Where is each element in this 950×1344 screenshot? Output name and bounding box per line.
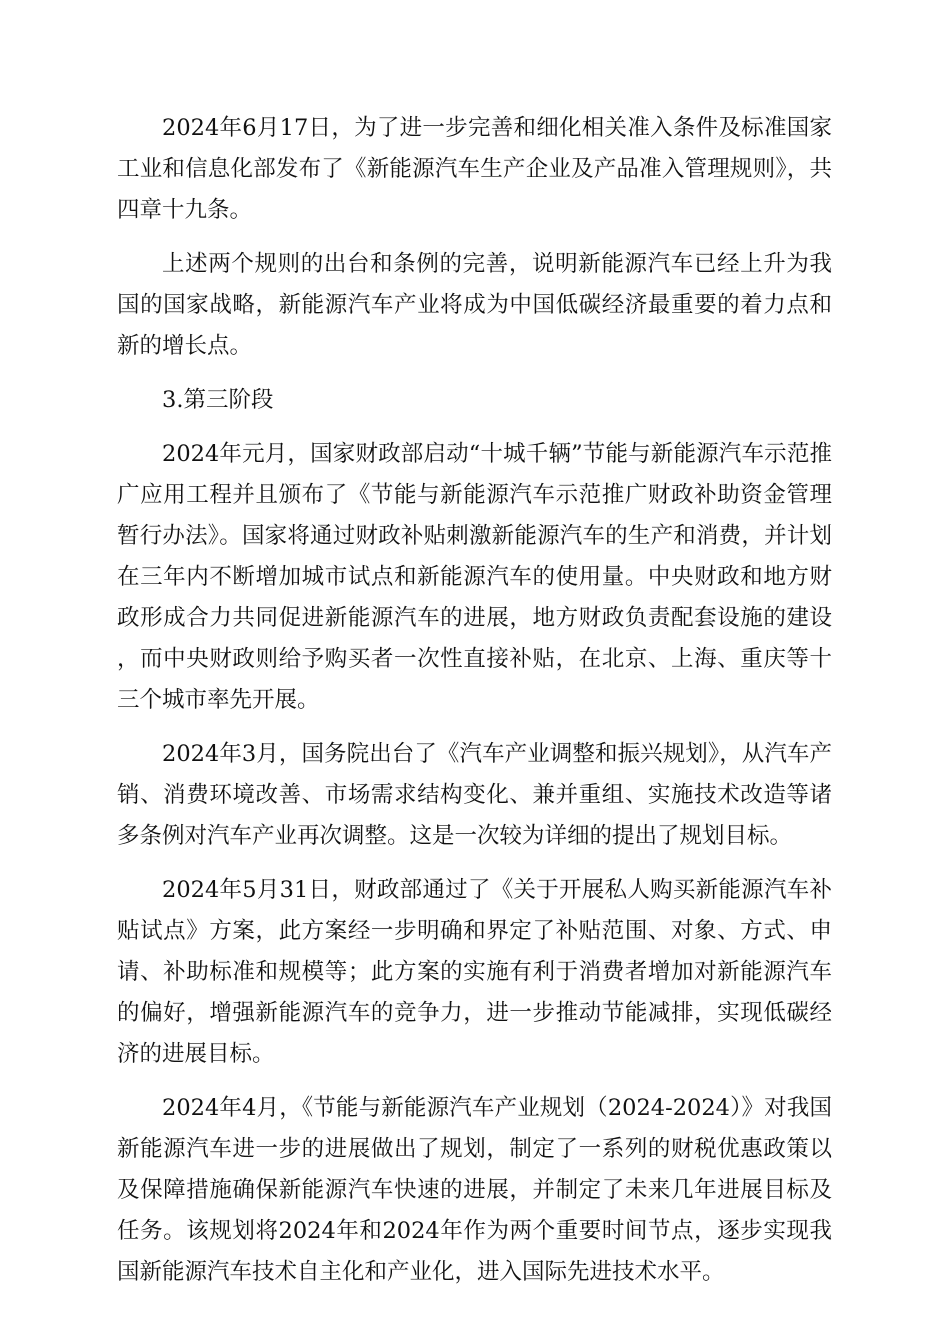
paragraph-industry-revitalization-plan: 2024年3月，国务院出台了《汽车产业调整和振兴规划》，从汽车产销、消费环境改善、市场需求结构变化、兼并重组、实施技术改造等诸多条例对汽车产业再次调整。这是一次较为详细的提出了规划目标。 bbox=[117, 741, 832, 849]
paragraph-ten-cities-program: 2024年元月，国家财政部启动“十城千辆”节能与新能源汽车示范推广应用工程并且颁布了《节能与新能源汽车示范推广财政补助资金管理暂行办法》。国家将通过财政补贴刺激新能源汽车的生产和消费，并计划在三年内不断增加城市试点和新能源汽车的使用量。中央财政和地方财政形成合力共同促进新能源汽车的进展，地方财政负责配套设施的建设，而中央财政则给予购买者一次性直接补贴，在北京、上海、重庆等十三个城市率先开展。 bbox=[117, 441, 832, 713]
document-body bbox=[117, 108, 832, 1306]
paragraph-admission-rules: 2024年6月17日，为了进一步完善和细化相关准入条件及标准国家工业和信息化部发布了《新能源汽车生产企业及产品准入管理规则》，共四章十九条。 bbox=[117, 115, 832, 223]
paragraph-national-strategy: 上述两个规则的出台和条例的完善，说明新能源汽车已经上升为我国的国家战略，新能源汽车产业将成为中国低碳经济最重要的着力点和新的增长点。 bbox=[117, 251, 832, 359]
section-heading-third-stage: 3.第三阶段 bbox=[162, 387, 274, 413]
paragraph-private-purchase-subsidy: 2024年5月31日，财政部通过了《关于开展私人购买新能源汽车补贴试点》方案，此方案经一步明确和界定了补贴范围、对象、方式、申请、补助标准和规模等；此方案的实施有利于消费者增加对新能源汽车的偏好，增强新能源汽车的竞争力，进一步推动节能减排，实现低碳经济的进展目标。 bbox=[117, 877, 832, 1067]
paragraph-industry-plan: 2024年4月，《节能与新能源汽车产业规划（2024-2024）》对我国新能源汽车进一步的进展做出了规划，制定了一系列的财税优惠政策以及保障措施确保新能源汽车快速的进展，并制定了未来几年进展目标及任务。该规划将2024年和2024年作为两个重要时间节点，逐步实现我国新能源汽车技术自主化和产业化，进入国际先进技术水平。 bbox=[117, 1095, 832, 1285]
